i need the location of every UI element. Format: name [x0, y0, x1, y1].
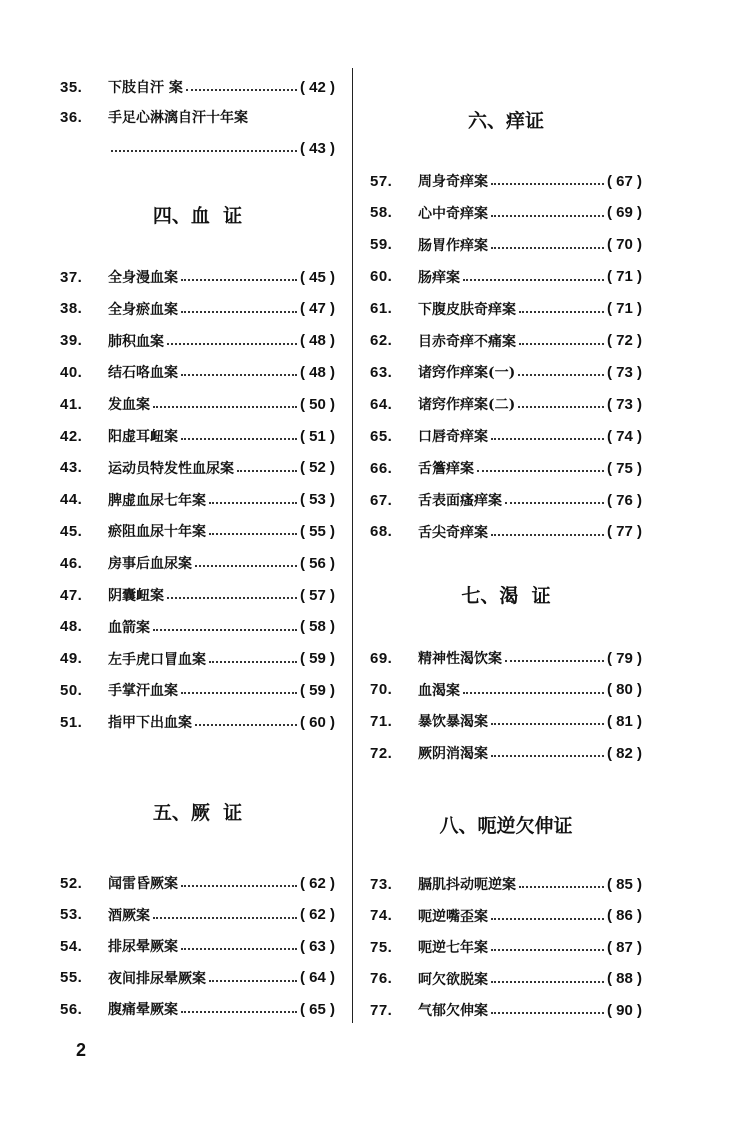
leader-dots — [209, 661, 297, 663]
page-number: 2 — [76, 1040, 87, 1060]
entry-page: ( 43 ) — [299, 139, 335, 157]
entry-page: ( 82 ) — [606, 744, 642, 762]
toc-entry[interactable] — [60, 106, 335, 128]
leader-dots — [477, 470, 604, 472]
entry-title: 手足心淋漓自汗十年案 — [108, 110, 248, 126]
entry-title: 夜间排尿晕厥案 — [108, 970, 206, 987]
entry-number: 62. — [370, 332, 393, 349]
entry-page: ( 45 ) — [299, 268, 335, 286]
entry-number: 65. — [370, 427, 393, 445]
leader-dots — [491, 534, 604, 536]
leader-dots — [491, 755, 604, 757]
leader-dots — [491, 918, 604, 920]
toc-entry[interactable] — [370, 647, 642, 669]
entry-number: 36. — [60, 108, 83, 126]
entry-page: ( 70 ) — [606, 236, 642, 254]
toc-entry[interactable] — [60, 935, 335, 957]
entry-title: 呵欠欲脱案 — [418, 971, 488, 988]
entry-title: 腹痛晕厥案 — [108, 1002, 178, 1018]
leader-dots — [491, 215, 604, 217]
entry-page: ( 81 ) — [606, 712, 642, 730]
leader-dots — [209, 980, 297, 982]
entry-title: 舌簷痒案 — [418, 461, 474, 478]
entry-page: ( 90 ) — [606, 1001, 642, 1019]
toc-entry[interactable] — [60, 330, 335, 352]
entry-title: 全身瘀血案 — [108, 301, 178, 318]
toc-entry[interactable] — [370, 679, 642, 701]
leader-dots — [519, 886, 604, 888]
entry-title: 手掌汗血案 — [108, 683, 178, 700]
entry-title: 心中奇痒案 — [418, 205, 488, 222]
leader-dots — [491, 1012, 604, 1014]
entry-page: ( 64 ) — [299, 969, 335, 986]
entry-title: 结石咯血案 — [108, 365, 178, 382]
entry-page: ( 62 ) — [299, 906, 335, 923]
toc-entry[interactable] — [370, 742, 642, 764]
leader-dots — [181, 438, 297, 440]
entry-number: 44. — [60, 491, 83, 509]
entry-page: ( 63 ) — [299, 937, 335, 955]
entry-number: 74. — [370, 907, 393, 924]
entry-title: 阴囊衄案 — [108, 588, 164, 604]
entry-page: ( 53 ) — [299, 491, 335, 509]
entry-title: 全身漫血案 — [108, 270, 178, 286]
leader-dots — [518, 406, 604, 408]
entry-title: 目赤奇痒不痛案 — [418, 333, 516, 350]
entry-number: 75. — [370, 938, 393, 956]
toc-entry[interactable] — [370, 234, 642, 256]
entry-page: ( 79 ) — [606, 649, 642, 667]
toc-entry-continuation — [108, 137, 335, 159]
entry-page: ( 87 ) — [606, 938, 642, 956]
entry-title: 诸窍作痒案(一) — [418, 365, 516, 382]
toc-entry[interactable] — [60, 489, 335, 511]
entry-number: 49. — [60, 650, 83, 668]
entry-number: 73. — [370, 875, 393, 893]
toc-entry[interactable] — [370, 202, 642, 224]
entry-number: 53. — [60, 906, 83, 923]
leader-dots — [186, 89, 297, 91]
entry-title: 指甲下出血案 — [108, 715, 192, 732]
toc-entry[interactable] — [370, 489, 642, 511]
toc-entry[interactable] — [60, 616, 335, 638]
entry-number: 48. — [60, 618, 83, 636]
toc-entry[interactable] — [370, 393, 642, 415]
entry-page: ( 73 ) — [606, 395, 642, 413]
leader-dots — [111, 150, 297, 152]
entry-number: 43. — [60, 459, 83, 477]
entry-number: 69. — [370, 649, 393, 667]
entry-number: 64. — [370, 395, 393, 413]
toc-entry[interactable] — [60, 679, 335, 701]
entry-page: ( 67 ) — [606, 172, 642, 190]
entry-number: 38. — [60, 300, 83, 318]
entry-number: 72. — [370, 744, 393, 762]
toc-entry[interactable] — [60, 361, 335, 383]
entry-title: 呃逆七年案 — [418, 940, 488, 956]
toc-entry[interactable] — [370, 361, 642, 383]
leader-dots — [181, 374, 297, 376]
entry-number: 52. — [60, 874, 83, 892]
entry-number: 77. — [370, 1001, 393, 1019]
entry-title: 呃逆嘴歪案 — [418, 908, 488, 925]
entry-title: 酒厥案 — [108, 907, 150, 924]
entry-number: 50. — [60, 681, 83, 699]
leader-dots — [491, 981, 604, 983]
toc-entry[interactable] — [370, 521, 642, 543]
toc-entry[interactable] — [60, 998, 335, 1020]
entry-title: 口唇奇痒案 — [418, 429, 488, 446]
entry-number: 60. — [370, 268, 393, 286]
entry-number: 35. — [60, 78, 83, 96]
leader-dots — [167, 597, 297, 599]
toc-entry[interactable] — [60, 872, 335, 894]
entry-page: ( 56 ) — [299, 554, 335, 572]
leader-dots — [491, 183, 604, 185]
leader-dots — [181, 692, 297, 694]
leader-dots — [209, 502, 297, 504]
entry-number: 57. — [370, 172, 393, 190]
leader-dots — [181, 948, 297, 950]
entry-page: ( 71 ) — [606, 300, 642, 318]
entry-page: ( 85 ) — [606, 875, 642, 893]
toc-entry[interactable] — [60, 393, 335, 415]
entry-page: ( 88 ) — [606, 970, 642, 987]
leader-dots — [491, 438, 604, 440]
entry-page: ( 47 ) — [299, 300, 335, 318]
toc-entry[interactable] — [60, 552, 335, 574]
toc-entry[interactable] — [60, 298, 335, 320]
entry-page: ( 73 ) — [606, 363, 642, 381]
toc-entry[interactable] — [60, 76, 335, 98]
entry-page: ( 55 ) — [299, 522, 335, 540]
entry-number: 47. — [60, 586, 83, 604]
entry-title: 运动员特发性血尿案 — [108, 460, 234, 477]
leader-dots — [153, 917, 297, 919]
column-divider — [352, 68, 353, 1023]
section-heading: 五、厥 证 — [152, 802, 243, 824]
entry-page: ( 52 ) — [299, 459, 335, 477]
entry-number: 55. — [60, 969, 83, 986]
leader-dots — [505, 502, 604, 504]
entry-title: 瘀阻血尿十年案 — [108, 524, 206, 541]
toc-entry[interactable] — [370, 330, 642, 352]
entry-number: 56. — [60, 1000, 83, 1018]
entry-title: 闻雷昏厥案 — [108, 876, 178, 892]
leader-dots — [181, 1011, 297, 1013]
entry-number: 68. — [370, 523, 393, 541]
entry-page: ( 65 ) — [299, 1000, 335, 1018]
entry-page: ( 58 ) — [299, 618, 335, 636]
entry-page: ( 42 ) — [299, 78, 335, 96]
leader-dots — [518, 374, 604, 376]
entry-page: ( 80 ) — [606, 681, 642, 699]
entry-number: 63. — [370, 363, 393, 381]
entry-page: ( 62 ) — [299, 874, 335, 892]
toc-entry[interactable] — [60, 457, 335, 479]
entry-number: 58. — [370, 204, 393, 222]
entry-title: 舌尖奇痒案 — [418, 524, 488, 541]
entry-title: 脾虚血尿七年案 — [108, 492, 206, 509]
entry-title: 精神性渴饮案 — [418, 651, 502, 667]
toc-entry[interactable] — [60, 648, 335, 670]
entry-number: 46. — [60, 554, 83, 572]
entry-number: 37. — [60, 268, 83, 286]
toc-entry[interactable] — [370, 710, 642, 732]
entry-title: 舌表面瘙痒案 — [418, 493, 502, 509]
entry-number: 59. — [370, 236, 393, 254]
leader-dots — [153, 406, 297, 408]
leader-dots — [505, 660, 604, 662]
section-heading: 六、痒证 — [467, 110, 544, 132]
toc-entry[interactable] — [370, 873, 642, 895]
entry-title: 房事后血尿案 — [108, 556, 192, 573]
leader-dots — [181, 279, 297, 281]
leader-dots — [491, 949, 604, 951]
entry-page: ( 72 ) — [606, 332, 642, 349]
entry-page: ( 59 ) — [299, 650, 335, 668]
toc-entry[interactable] — [370, 968, 642, 990]
toc-entry[interactable] — [60, 520, 335, 542]
entry-page: ( 48 ) — [299, 363, 335, 381]
entry-number: 40. — [60, 363, 83, 381]
entry-page: ( 59 ) — [299, 681, 335, 699]
entry-number: 71. — [370, 712, 393, 730]
entry-number: 39. — [60, 332, 83, 350]
entry-page: ( 60 ) — [299, 713, 335, 731]
entry-title: 肠胃作痒案 — [418, 237, 488, 254]
leader-dots — [463, 279, 604, 281]
entry-title: 左手虎口冒血案 — [108, 651, 206, 668]
toc-entry[interactable] — [60, 266, 335, 288]
entry-page: ( 50 ) — [299, 395, 335, 413]
leader-dots — [167, 343, 297, 345]
entry-title: 厥阴消渴案 — [418, 746, 488, 763]
toc-entry[interactable] — [370, 298, 642, 320]
entry-title: 血渴案 — [418, 682, 460, 699]
toc-entry[interactable] — [60, 967, 335, 989]
entry-number: 70. — [370, 681, 393, 699]
entry-title: 发血案 — [108, 397, 150, 414]
entry-title: 暴饮暴渴案 — [418, 714, 488, 731]
entry-page: ( 57 ) — [299, 586, 335, 604]
section-heading: 七、渴 证 — [461, 585, 551, 607]
entry-title: 周身奇痒案 — [418, 174, 488, 190]
entry-title: 排尿晕厥案 — [108, 939, 178, 955]
leader-dots — [519, 311, 604, 313]
entry-number: 66. — [370, 459, 393, 477]
leader-dots — [237, 470, 297, 472]
entry-number: 61. — [370, 300, 393, 318]
toc-entry[interactable] — [370, 936, 642, 958]
entry-title: 下肢自汗 案 — [108, 80, 183, 96]
entry-number: 42. — [60, 427, 83, 445]
toc-entry[interactable] — [60, 584, 335, 606]
leader-dots — [195, 565, 297, 567]
toc-entry[interactable] — [60, 904, 335, 926]
entry-page: ( 74 ) — [606, 427, 642, 445]
entry-number: 76. — [370, 970, 393, 987]
entry-page: ( 48 ) — [299, 332, 335, 350]
entry-page: ( 51 ) — [299, 427, 335, 445]
entry-number: 67. — [370, 491, 393, 509]
leader-dots — [195, 724, 297, 726]
leader-dots — [153, 629, 297, 631]
toc-entry[interactable] — [370, 266, 642, 288]
entry-title: 下腹皮肤奇痒案 — [418, 301, 516, 318]
leader-dots — [209, 533, 297, 535]
section-heading: 四、血 证 — [152, 205, 243, 227]
entry-number: 45. — [60, 522, 83, 540]
entry-number: 51. — [60, 713, 83, 731]
entry-page: ( 86 ) — [606, 907, 642, 924]
leader-dots — [491, 247, 604, 249]
entry-number: 41. — [60, 395, 83, 413]
toc-entry[interactable] — [370, 999, 642, 1021]
toc-entry[interactable] — [370, 170, 642, 192]
entry-title: 气郁欠伸案 — [418, 1003, 488, 1019]
entry-page: ( 77 ) — [606, 523, 642, 541]
entry-page: ( 71 ) — [606, 268, 642, 286]
entry-page: ( 76 ) — [606, 491, 642, 509]
leader-dots — [519, 343, 604, 345]
toc-entry[interactable] — [60, 425, 335, 447]
leader-dots — [491, 723, 604, 725]
section-heading: 八、呃逆欠伸证 — [439, 815, 573, 837]
leader-dots — [181, 885, 297, 887]
leader-dots — [181, 311, 297, 313]
toc-entry[interactable] — [370, 457, 642, 479]
entry-title: 阳虚耳衄案 — [108, 429, 178, 445]
entry-title: 诸窍作痒案(二) — [418, 397, 516, 414]
entry-page: ( 75 ) — [606, 459, 642, 477]
entry-title: 血箭案 — [108, 619, 150, 636]
toc-entry[interactable] — [60, 711, 335, 733]
entry-page: ( 69 ) — [606, 204, 642, 222]
toc-entry[interactable] — [370, 905, 642, 927]
entry-title: 肺积血案 — [108, 333, 164, 350]
toc-entry[interactable] — [370, 425, 642, 447]
entry-title: 肠痒案 — [418, 269, 460, 286]
entry-title: 膈肌抖动呃逆案 — [418, 877, 516, 893]
leader-dots — [463, 692, 604, 694]
entry-number: 54. — [60, 937, 83, 955]
